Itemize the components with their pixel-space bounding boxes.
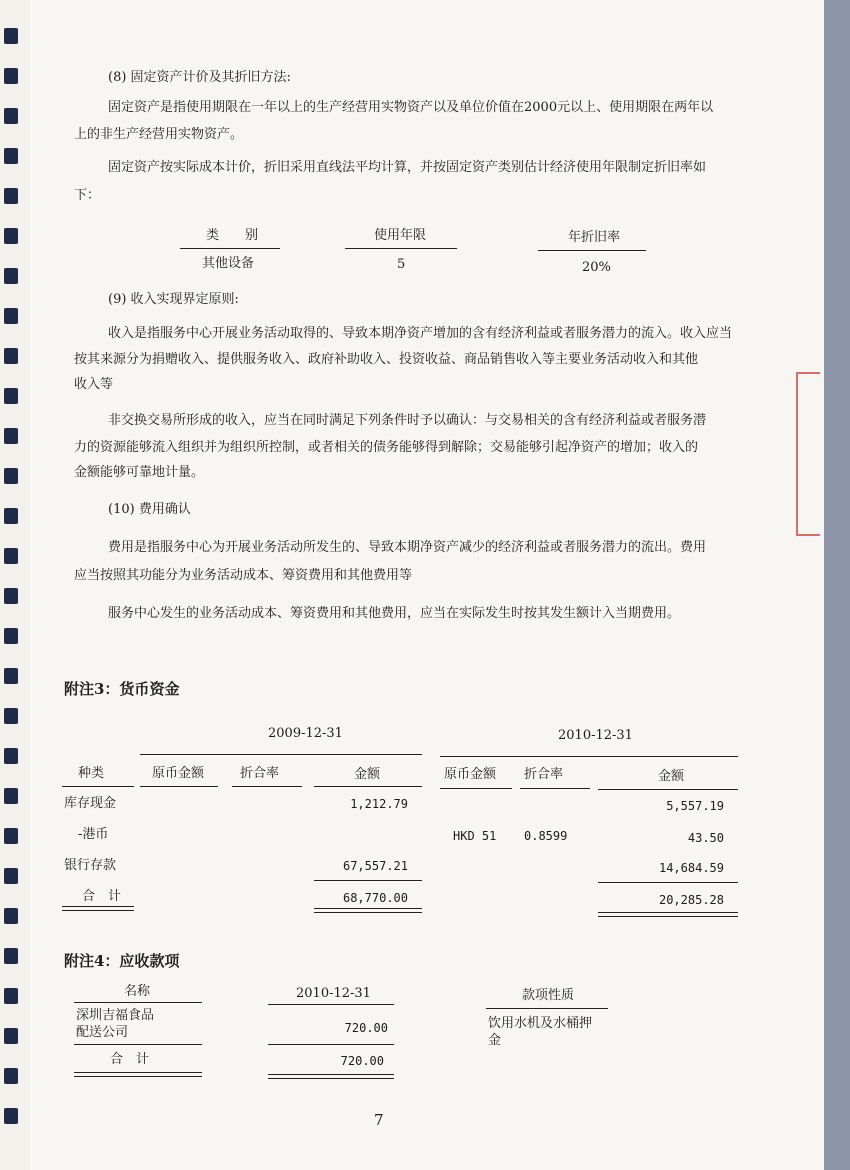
col-orig1-header: 原币金额 bbox=[152, 766, 205, 781]
receivable-nature-line2: 金 bbox=[488, 1033, 502, 1048]
total-2009: 68,770.00 bbox=[342, 891, 408, 905]
header-underline bbox=[440, 788, 512, 789]
section-9-para2-line2: 力的资源能够流入组织并为组织所控制，或者相关的债务能够得到解除；交易能够引起净资产的增加；收入的 bbox=[74, 440, 699, 455]
section-9-para1-line2: 按其来源分为捐赠收入、提供服务收入、政府补助收入、投资收益、商品销售收入等主要业务活动收入和其他 bbox=[74, 352, 699, 367]
col-amt2-header: 金额 bbox=[658, 769, 685, 784]
col-nature-header: 款项性质 bbox=[522, 988, 575, 1003]
total-double-line bbox=[598, 912, 738, 917]
date-2010-header: 2010-12-31 bbox=[558, 728, 633, 743]
subtotal-line bbox=[268, 1044, 394, 1045]
header-underline bbox=[268, 1004, 394, 1005]
header-underline bbox=[520, 788, 590, 789]
row-amount-2009: 1,212.79 bbox=[350, 797, 408, 811]
section-8-heading: (8) 固定资产计价及其折旧方法: bbox=[108, 70, 291, 85]
header-underline bbox=[598, 789, 738, 790]
total-double-line bbox=[74, 1072, 202, 1077]
seal-stamp-fragment bbox=[796, 372, 820, 536]
col-date-header: 2010-12-31 bbox=[296, 986, 371, 1001]
note-4-title: 附注4：应收款项 bbox=[64, 952, 180, 970]
receivable-amount: 720.00 bbox=[344, 1021, 388, 1035]
header-underline bbox=[314, 786, 422, 787]
subtotal-line bbox=[598, 882, 738, 883]
section-8-para1-line1: 固定资产是指使用期限在一年以上的生产经营用实物资产以及单位价值在2000元以上、使用期限在两年以 bbox=[108, 100, 714, 115]
section-10-heading: (10) 费用确认 bbox=[108, 502, 191, 517]
header-underline bbox=[232, 786, 302, 787]
col-rate-header: 年折旧率 bbox=[568, 230, 621, 245]
section-9-heading: (9) 收入实现界定原则: bbox=[108, 292, 239, 307]
row-orig-2010: HKD 51 bbox=[453, 829, 497, 843]
date-2009-header: 2009-12-31 bbox=[268, 726, 343, 741]
total-label: 合 计 bbox=[82, 889, 122, 904]
section-9-para1-line3: 收入等 bbox=[74, 377, 114, 392]
col-category-header: 类 别 bbox=[206, 228, 259, 243]
row-amount-2010: 43.50 bbox=[687, 831, 724, 845]
col-amt1-header: 金额 bbox=[354, 767, 381, 782]
header-underline bbox=[62, 786, 134, 787]
row-rate-2010: 0.8599 bbox=[524, 829, 568, 843]
section-10-para1-line2: 应当按照其功能分为业务活动成本、筹资费用和其他费用等 bbox=[74, 568, 413, 583]
header-underline bbox=[74, 1002, 202, 1003]
col-rate2-header: 折合率 bbox=[524, 767, 564, 782]
header-underline bbox=[538, 250, 646, 251]
col-type-header: 种类 bbox=[78, 766, 105, 781]
section-9-para1-line1: 收入是指服务中心开展业务活动取得的、导致本期净资产增加的含有经济利益或者服务潜力的流入。收入应当 bbox=[108, 326, 733, 341]
section-8-para2-line2: 下： bbox=[74, 188, 101, 203]
page-edge bbox=[824, 0, 850, 1170]
section-9-para2-line1: 非交换交易所形成的收入，应当在同时满足下列条件时予以确认：与交易相关的含有经济利益或者服务潜 bbox=[108, 413, 707, 428]
rate-cell: 20% bbox=[582, 260, 611, 275]
date-underline bbox=[440, 756, 738, 757]
section-8-para1-line2: 上的非生产经营用实物资产。 bbox=[74, 127, 244, 142]
row-name: 银行存款 bbox=[64, 858, 117, 873]
header-underline bbox=[180, 248, 280, 249]
total-double-line bbox=[314, 908, 422, 913]
row-amount-2009: 67,557.21 bbox=[342, 859, 408, 873]
total-label: 合 计 bbox=[110, 1052, 150, 1067]
row-name: 库存现金 bbox=[64, 796, 117, 811]
receivable-name-line1: 深圳吉福食品 bbox=[76, 1008, 155, 1023]
note-3-title: 附注3：货币资金 bbox=[64, 680, 180, 698]
header-underline bbox=[140, 786, 218, 787]
row-name: -港币 bbox=[78, 827, 109, 842]
spiral-binding bbox=[0, 0, 30, 1170]
header-underline bbox=[345, 248, 457, 249]
col-name-header: 名称 bbox=[124, 984, 151, 999]
col-life-header: 使用年限 bbox=[374, 228, 427, 243]
section-10-para1-line1: 费用是指服务中心为开展业务活动所发生的、导致本期净资产减少的经济利益或者服务潜力的流出。费用 bbox=[108, 540, 707, 555]
row-amount-2010: 14,684.59 bbox=[658, 861, 724, 875]
header-underline bbox=[486, 1008, 608, 1009]
total-double-line bbox=[268, 1074, 394, 1079]
total-double-line bbox=[62, 906, 134, 911]
section-8-para2-line1: 固定资产按实际成本计价，折旧采用直线法平均计算，并按固定资产类别估计经济使用年限制定折旧率如 bbox=[108, 160, 707, 175]
col-orig2-header: 原币金额 bbox=[444, 767, 497, 782]
life-cell: 5 bbox=[397, 257, 406, 272]
page-number: 7 bbox=[374, 1111, 384, 1129]
row-amount-2010: 5,557.19 bbox=[666, 799, 724, 813]
receivable-total: 720.00 bbox=[340, 1054, 384, 1068]
col-rate1-header: 折合率 bbox=[240, 766, 280, 781]
subtotal-line bbox=[314, 880, 422, 881]
receivable-nature-line1: 饮用水机及水桶押 bbox=[488, 1016, 593, 1031]
total-2010: 20,285.28 bbox=[658, 893, 724, 907]
category-cell: 其他设备 bbox=[202, 256, 255, 271]
receivable-name-line2: 配送公司 bbox=[76, 1025, 129, 1040]
date-underline bbox=[140, 754, 422, 755]
section-9-para2-line3: 金额能够可靠地计量。 bbox=[74, 465, 205, 480]
section-10-para2: 服务中心发生的业务活动成本、筹资费用和其他费用，应当在实际发生时按其发生额计入当期费用。 bbox=[108, 606, 681, 621]
subtotal-line bbox=[74, 1044, 202, 1045]
